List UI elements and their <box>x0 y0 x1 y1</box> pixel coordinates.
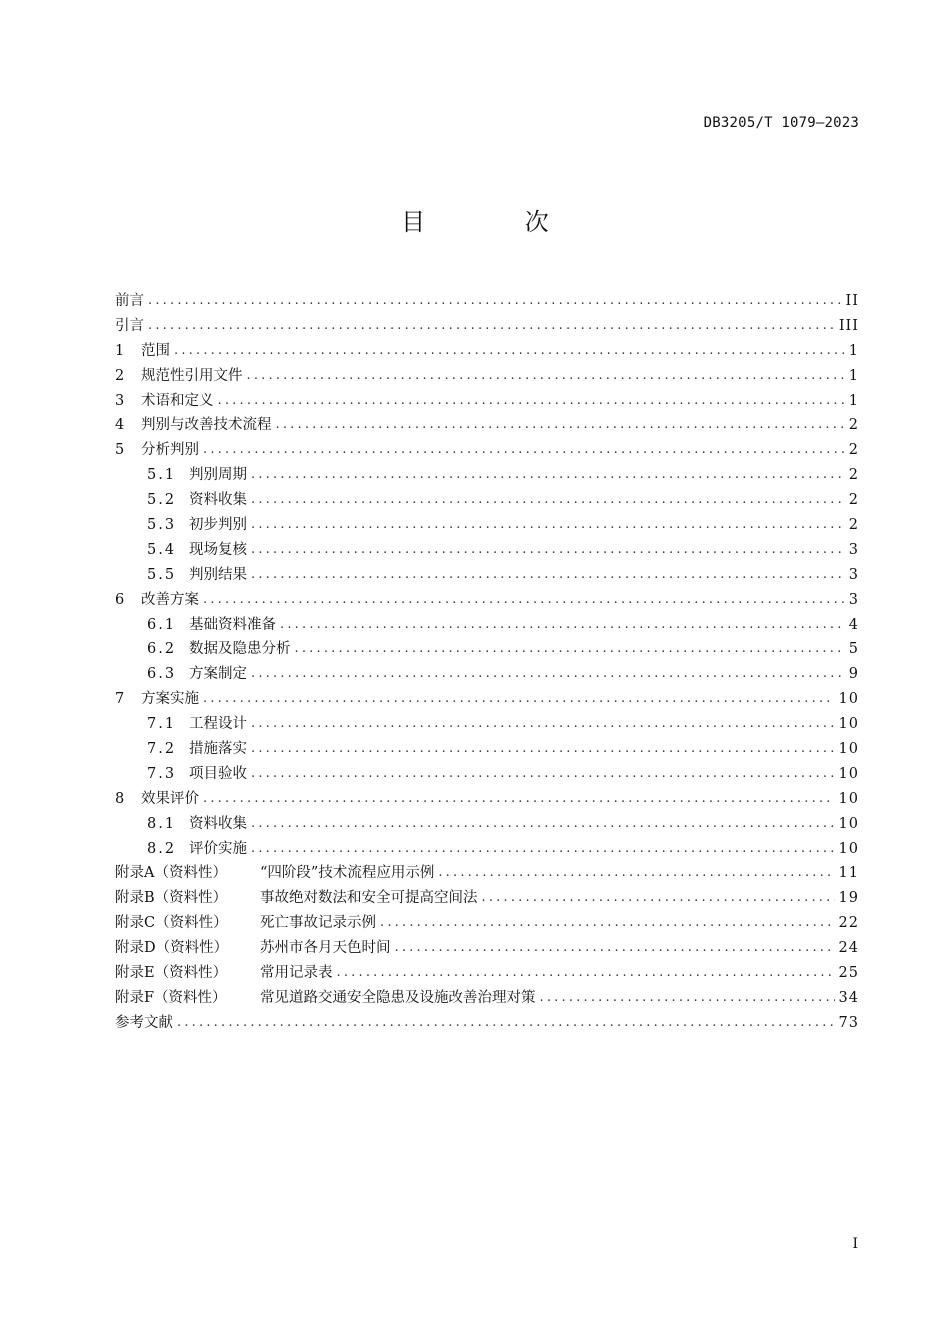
toc-entry-number: 5 <box>115 442 125 459</box>
toc-dot-leader <box>174 343 845 358</box>
toc-entry[interactable] <box>115 637 859 662</box>
toc-annex-prefix: 附录B（资料性） <box>115 890 228 907</box>
toc-entry-label: 前言 <box>115 293 144 309</box>
toc-entry-label: “四阶段”技术流程应用示例 <box>260 865 435 882</box>
toc-entry-label: 判别结果 <box>189 566 247 583</box>
toc-dot-leader <box>251 816 835 831</box>
toc-entry-number: 6.3 <box>147 666 177 683</box>
toc-entry-label: 效果评价 <box>141 790 199 807</box>
toc-entry-page: 2 <box>848 517 859 534</box>
toc-dot-leader <box>380 915 835 930</box>
toc-entry[interactable] <box>115 438 859 463</box>
toc-entry-label: 范围 <box>141 342 170 359</box>
toc-entry-page: 10 <box>838 691 859 708</box>
toc-entry-page: 34 <box>838 989 859 1006</box>
toc-entry-page: 4 <box>848 616 859 633</box>
toc-entry[interactable] <box>115 563 859 588</box>
toc-dot-leader <box>395 940 835 955</box>
toc-dot-leader <box>280 617 845 632</box>
toc-entry-page: 1 <box>848 392 859 409</box>
toc-dot-leader <box>251 841 835 856</box>
toc-entry[interactable] <box>115 787 859 812</box>
toc-entry-page: 10 <box>838 765 859 782</box>
toc-entry-number: 6 <box>115 591 125 608</box>
toc-entry[interactable] <box>115 413 859 438</box>
toc-entry-number: 6.1 <box>147 616 177 633</box>
toc-entry-page: 25 <box>838 965 859 982</box>
toc-entry-number: 5.3 <box>147 517 177 534</box>
toc-entry[interactable] <box>115 389 859 414</box>
toc-entry[interactable] <box>115 861 859 886</box>
toc-entry-number: 3 <box>115 392 125 409</box>
toc-entry-page: 10 <box>838 815 859 832</box>
toc-entry[interactable] <box>115 538 859 563</box>
toc-entry-label: 常用记录表 <box>260 965 333 982</box>
toc-entry-page: 11 <box>838 865 859 882</box>
toc-dot-leader <box>251 666 845 681</box>
toc-entry-page: 2 <box>848 442 859 459</box>
toc-entry-page: 19 <box>838 890 859 907</box>
toc-entry[interactable] <box>115 289 859 314</box>
toc-entry[interactable] <box>115 339 859 364</box>
toc-dot-leader <box>438 865 834 880</box>
toc-annex-prefix: 附录F（资料性） <box>115 989 227 1006</box>
toc-entry-label: 参考文献 <box>115 1014 173 1031</box>
toc-dot-leader <box>203 691 835 706</box>
toc-entry[interactable] <box>115 737 859 762</box>
toc-entry[interactable] <box>115 886 859 911</box>
toc-entry-label: 初步判别 <box>189 517 247 534</box>
toc-entry-number: 8.1 <box>147 815 177 832</box>
toc-dot-leader <box>203 592 845 607</box>
toc-entry-label: 事故绝对数法和安全可提高空间法 <box>260 890 478 907</box>
toc-dot-leader <box>251 766 835 781</box>
toc-entry-page: 3 <box>848 541 859 558</box>
toc-entry-number: 5.4 <box>147 541 177 558</box>
toc-dot-leader <box>251 716 835 731</box>
toc-entry-page: 2 <box>848 417 859 434</box>
toc-annex-prefix: 附录A（资料性） <box>115 865 227 882</box>
toc-entry[interactable] <box>115 1011 859 1036</box>
toc-entry-label: 苏州市各月天色时间 <box>260 940 391 957</box>
toc-annex-prefix: 附录D（资料性） <box>115 940 229 957</box>
toc-dot-leader <box>251 741 835 756</box>
toc-dot-leader <box>251 492 845 507</box>
toc-entry[interactable] <box>115 662 859 687</box>
toc-entry[interactable] <box>115 961 859 986</box>
toc-entry-number: 7 <box>115 691 125 708</box>
toc-entry-number: 2 <box>115 367 125 384</box>
toc-entry-page: 22 <box>838 915 859 932</box>
toc-entry[interactable] <box>115 837 859 862</box>
toc-entry-label: 资料收集 <box>189 492 247 509</box>
toc-entry-page: 10 <box>838 790 859 807</box>
toc-entry-label: 常见道路交通安全隐患及设施改善治理对策 <box>260 989 536 1006</box>
toc-entry-page: 1 <box>848 367 859 384</box>
toc-entry-page: II <box>845 293 859 309</box>
toc-entry-page: 5 <box>848 641 859 658</box>
toc-entry-number: 5.2 <box>147 492 177 509</box>
toc-entry-number: 7.2 <box>147 741 177 758</box>
toc-entry[interactable] <box>115 314 859 339</box>
toc-entry-number: 5.5 <box>147 566 177 583</box>
toc-dot-leader <box>203 791 835 806</box>
toc-entry-page: 3 <box>848 591 859 608</box>
toc-entry[interactable] <box>115 588 859 613</box>
toc-dot-leader <box>148 318 835 333</box>
toc-entry[interactable] <box>115 463 859 488</box>
toc-dot-leader <box>276 417 845 432</box>
toc-dot-leader <box>295 641 845 656</box>
toc-dot-leader <box>540 990 835 1005</box>
toc-entry-number: 8 <box>115 790 125 807</box>
document-code: DB3205/T 1079—2023 <box>703 115 859 131</box>
toc-entry-number: 7.1 <box>147 716 177 733</box>
toc-entry[interactable] <box>115 762 859 787</box>
toc-entry[interactable] <box>115 687 859 712</box>
toc-entry-label: 现场复核 <box>189 541 247 558</box>
toc-entry-label: 项目验收 <box>189 765 247 782</box>
toc-entry[interactable] <box>115 986 859 1011</box>
toc-entry[interactable] <box>115 364 859 389</box>
toc-entry-label: 判别与改善技术流程 <box>141 417 272 434</box>
toc-entry-number: 7.3 <box>147 765 177 782</box>
toc-entry-page: 1 <box>848 342 859 359</box>
toc-entry-page: 24 <box>838 940 859 957</box>
toc-entry-page: 3 <box>848 566 859 583</box>
toc-entry-label: 死亡事故记录示例 <box>260 915 376 932</box>
toc-entry-page: 10 <box>838 741 859 758</box>
toc-entry[interactable] <box>115 812 859 837</box>
toc-entry-label: 资料收集 <box>189 815 247 832</box>
toc-entry-label: 引言 <box>115 317 144 334</box>
toc-entry[interactable] <box>115 488 859 513</box>
toc-entry-page: III <box>838 317 859 334</box>
toc-entry-label: 工程设计 <box>189 716 247 733</box>
page-number: I <box>852 1236 858 1252</box>
table-of-contents <box>115 289 859 1036</box>
toc-entry-page: 10 <box>838 840 859 857</box>
toc-entry-number: 5.1 <box>147 467 177 484</box>
toc-dot-leader <box>251 517 845 532</box>
toc-entry-page: 2 <box>848 492 859 509</box>
toc-entry-label: 术语和定义 <box>141 392 214 409</box>
toc-entry-number: 1 <box>115 342 125 359</box>
toc-entry-label: 方案制定 <box>189 666 247 683</box>
toc-entry-page: 73 <box>838 1014 859 1031</box>
toc-entry[interactable] <box>115 911 859 936</box>
toc-entry[interactable] <box>115 936 859 961</box>
toc-entry[interactable] <box>115 513 859 538</box>
toc-entry[interactable] <box>115 712 859 737</box>
toc-entry-page: 10 <box>838 716 859 733</box>
toc-entry-page: 9 <box>848 666 859 683</box>
toc-dot-leader <box>203 442 845 457</box>
toc-dot-leader <box>251 467 845 482</box>
toc-dot-leader <box>177 1015 835 1030</box>
toc-entry-label: 判别周期 <box>189 467 247 484</box>
toc-entry-page: 2 <box>848 467 859 484</box>
toc-entry-label: 数据及隐患分析 <box>189 641 291 658</box>
toc-dot-leader <box>251 567 845 582</box>
toc-entry-number: 4 <box>115 417 125 434</box>
toc-entry-label: 评价实施 <box>189 840 247 857</box>
page-title: 目 次 <box>401 208 595 236</box>
toc-dot-leader <box>218 393 845 408</box>
toc-entry-label: 分析判别 <box>141 442 199 459</box>
toc-entry-label: 规范性引用文件 <box>141 367 243 384</box>
toc-entry-label: 改善方案 <box>141 591 199 608</box>
toc-annex-prefix: 附录C（资料性） <box>115 915 228 932</box>
toc-entry-number: 8.2 <box>147 840 177 857</box>
toc-dot-leader <box>482 890 835 905</box>
toc-entry-label: 基础资料准备 <box>189 616 276 633</box>
toc-entry-label: 方案实施 <box>141 691 199 708</box>
toc-entry[interactable] <box>115 613 859 638</box>
toc-dot-leader <box>148 293 842 308</box>
toc-entry-number: 6.2 <box>147 641 177 658</box>
toc-dot-leader <box>251 542 845 557</box>
toc-entry-label: 措施落实 <box>189 741 247 758</box>
toc-dot-leader <box>247 368 845 383</box>
toc-annex-prefix: 附录E（资料性） <box>115 965 228 982</box>
toc-dot-leader <box>337 965 835 980</box>
